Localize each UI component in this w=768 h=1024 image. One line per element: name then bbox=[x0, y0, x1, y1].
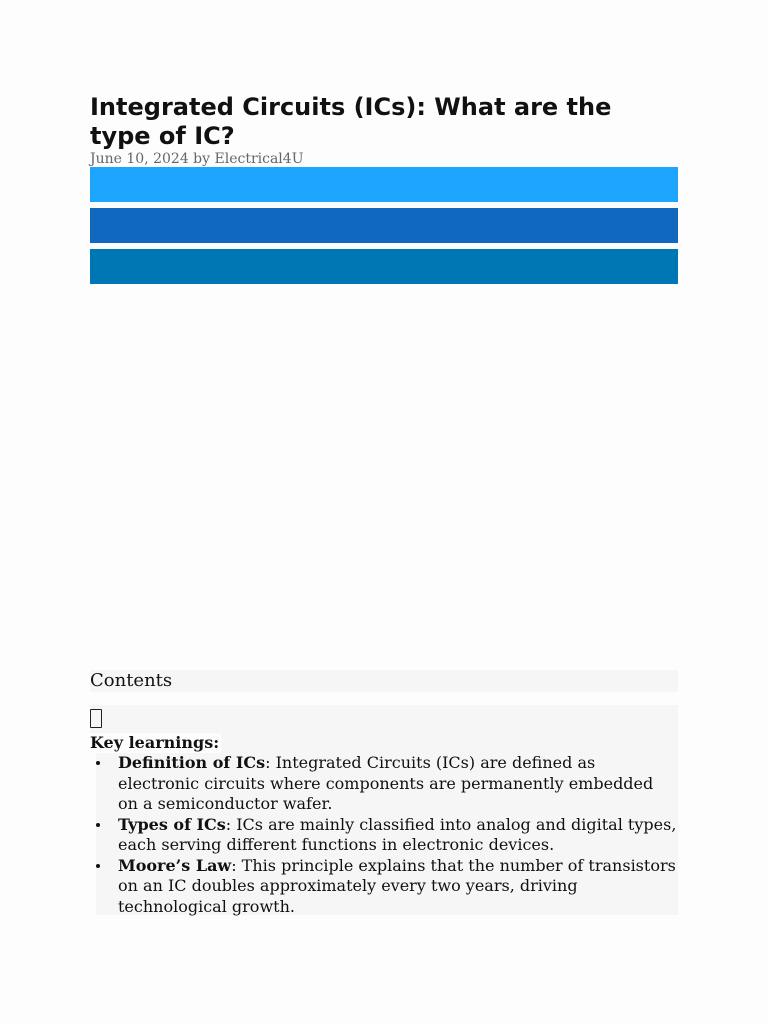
list-item bbox=[118, 815, 678, 856]
key-learnings-heading: Key learnings: bbox=[90, 733, 220, 752]
twitter-share-button[interactable] bbox=[90, 249, 678, 284]
article-header bbox=[90, 93, 678, 290]
list-item bbox=[118, 856, 678, 918]
box-left-edge bbox=[90, 753, 96, 915]
table-of-contents-toggle[interactable] bbox=[90, 670, 678, 692]
learning-text: : Integrated Circuits (ICs) are defined as electronic circuits where components are permanently embedded on a semiconductor wafer. bbox=[118, 753, 654, 813]
learning-text: : ICs are mainly classified into analog and digital types, each serving different functions in electronic devices. bbox=[118, 814, 677, 854]
learning-term: Definition of ICs bbox=[118, 753, 266, 772]
key-learnings-list bbox=[90, 753, 678, 917]
learning-term: Types of ICs bbox=[118, 814, 226, 834]
learning-term: Moore’s Law bbox=[118, 855, 232, 875]
article-byline: June 10, 2024 by Electrical4U bbox=[90, 151, 304, 167]
learning-text: : This principle explains that the number of transistors on an IC doubles approximately every two years, driving technological growth. bbox=[118, 855, 676, 916]
contents-label: Contents bbox=[90, 670, 173, 691]
list-item bbox=[118, 753, 678, 815]
list-toggle-icon[interactable] bbox=[90, 709, 102, 728]
facebook-share-button[interactable] bbox=[90, 167, 678, 202]
key-learnings-box bbox=[90, 705, 678, 915]
linkedin-share-button[interactable] bbox=[90, 208, 678, 243]
page-title: Integrated Circuits (ICs): What are the type of IC? bbox=[90, 93, 612, 150]
